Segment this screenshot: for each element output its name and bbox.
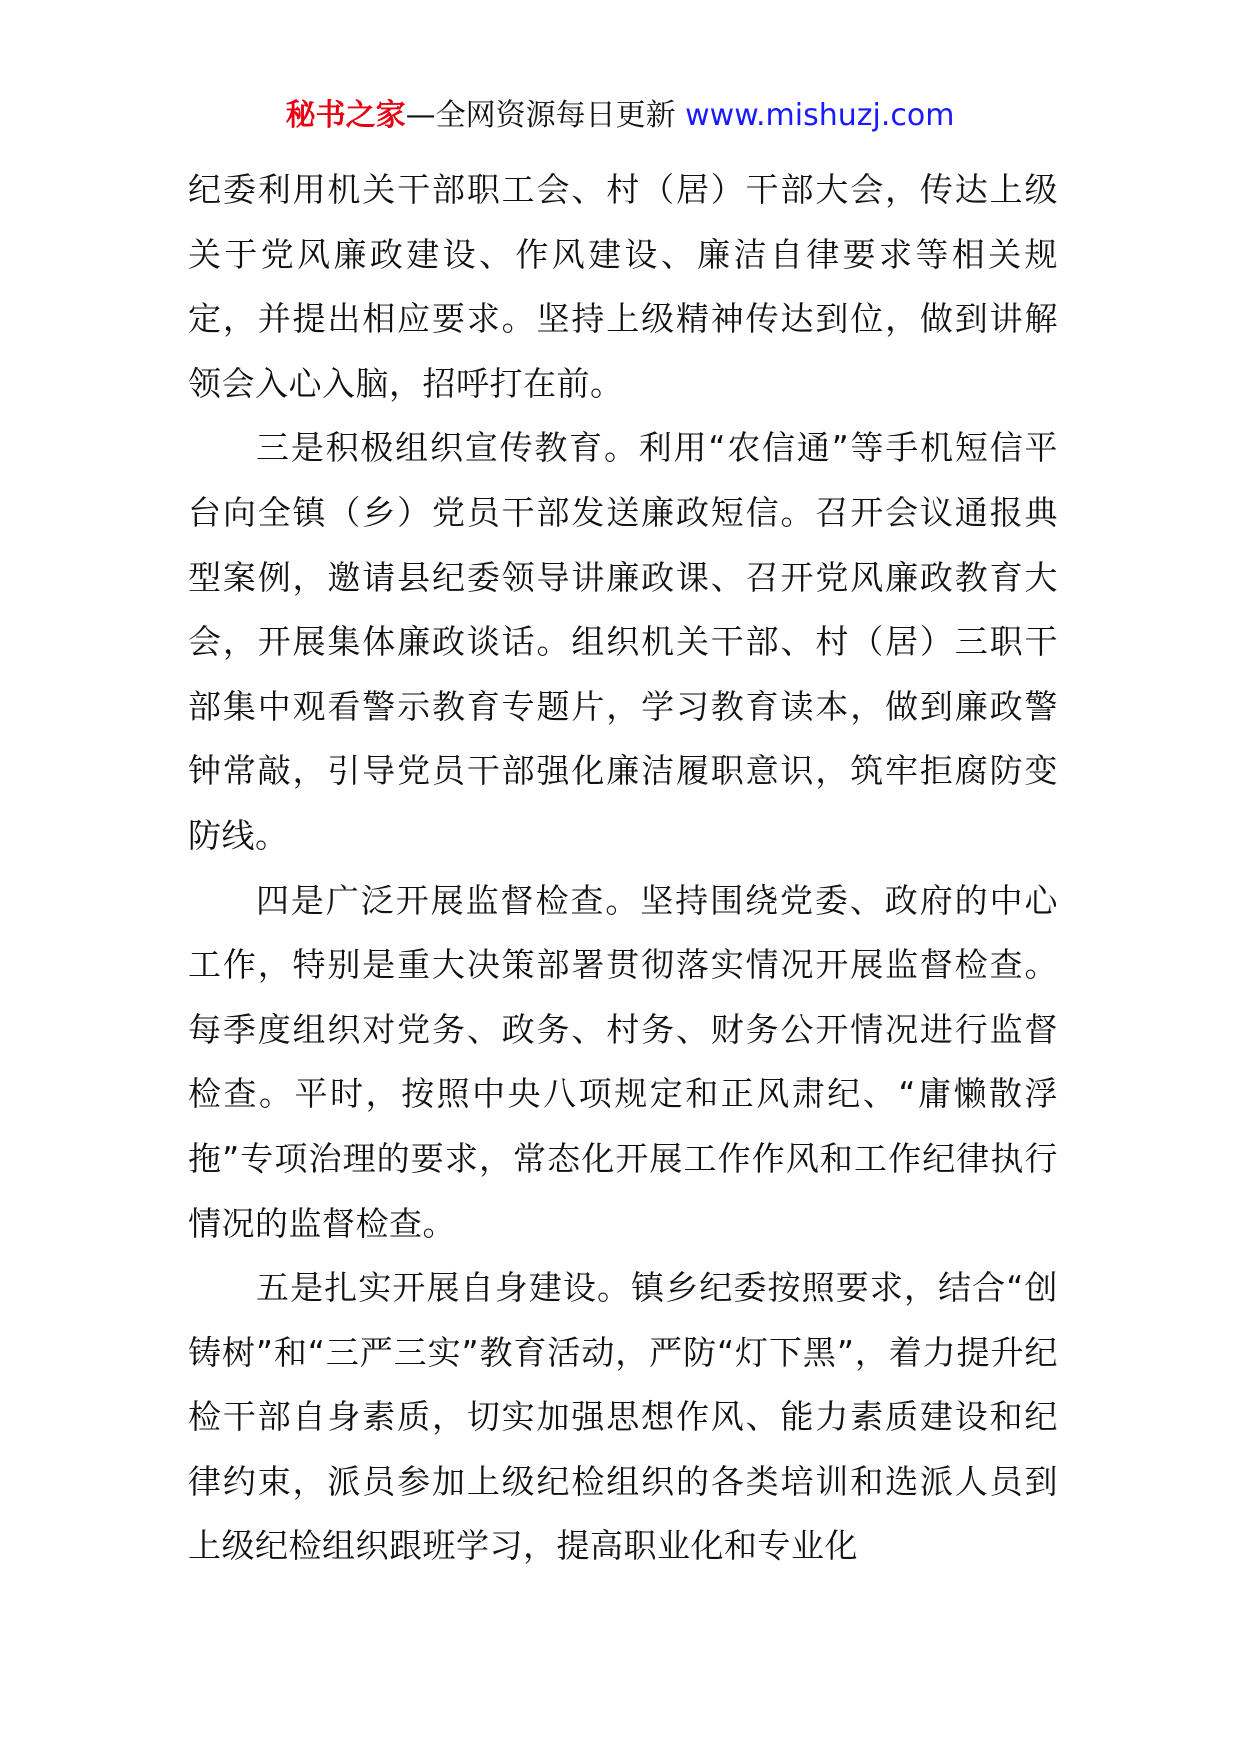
site-header: [0, 96, 1240, 136]
paragraph-supervision-inspection: 四是广泛开展监督检查。坚持围绕党委、政府的中心工作，特别是重大决策部署贯彻落实情况开展监督检查。每季度组织对党务、政务、村务、财务公开情况进行监督检查。平时，按照中央八项规定和正风肃纪、“庸懒散浮拖”专项治理的要求，常态化开展工作作风和工作纪律执行情况的监督检查。: [188, 880, 1058, 1243]
paragraph-continuation: 纪委利用机关干部职工会、村（居）干部大会，传达上级关于党风廉政建设、作风建设、廉洁自律要求等相关规定，并提出相应要求。坚持上级精神传达到位，做到讲解领会入心入脑，招呼打在前。: [188, 170, 1058, 403]
site-brand: 秘书之家: [285, 98, 406, 133]
paragraph-self-construction: 五是扎实开展自身建设。镇乡纪委按照要求，结合“创铸树”和“三严三实”教育活动，严防“灯下黑”，着力提升纪检干部自身素质，切实加强思想作风、能力素质建设和纪律约束，派员参加上级纪检组织的各类培训和选派人员到上级纪检组织跟班学习，提高职业化和专业化: [188, 1268, 1058, 1566]
document-body: [188, 158, 1058, 1579]
site-tagline: —全网资源每日更新: [405, 98, 676, 133]
site-url-link[interactable]: www.mishuzj.com: [685, 98, 955, 133]
paragraph-publicity-education: 三是积极组织宣传教育。利用“农信通”等手机短信平台向全镇（乡）党员干部发送廉政短信。召开会议通报典型案例，邀请县纪委领导讲廉政课、召开党风廉政教育大会，开展集体廉政谈话。组织机关干部、村（居）三职干部集中观看警示教育专题片，学习教育读本，做到廉政警钟常敲，引导党员干部强化廉洁履职意识，筑牢拒腐防变防线。: [188, 428, 1058, 855]
